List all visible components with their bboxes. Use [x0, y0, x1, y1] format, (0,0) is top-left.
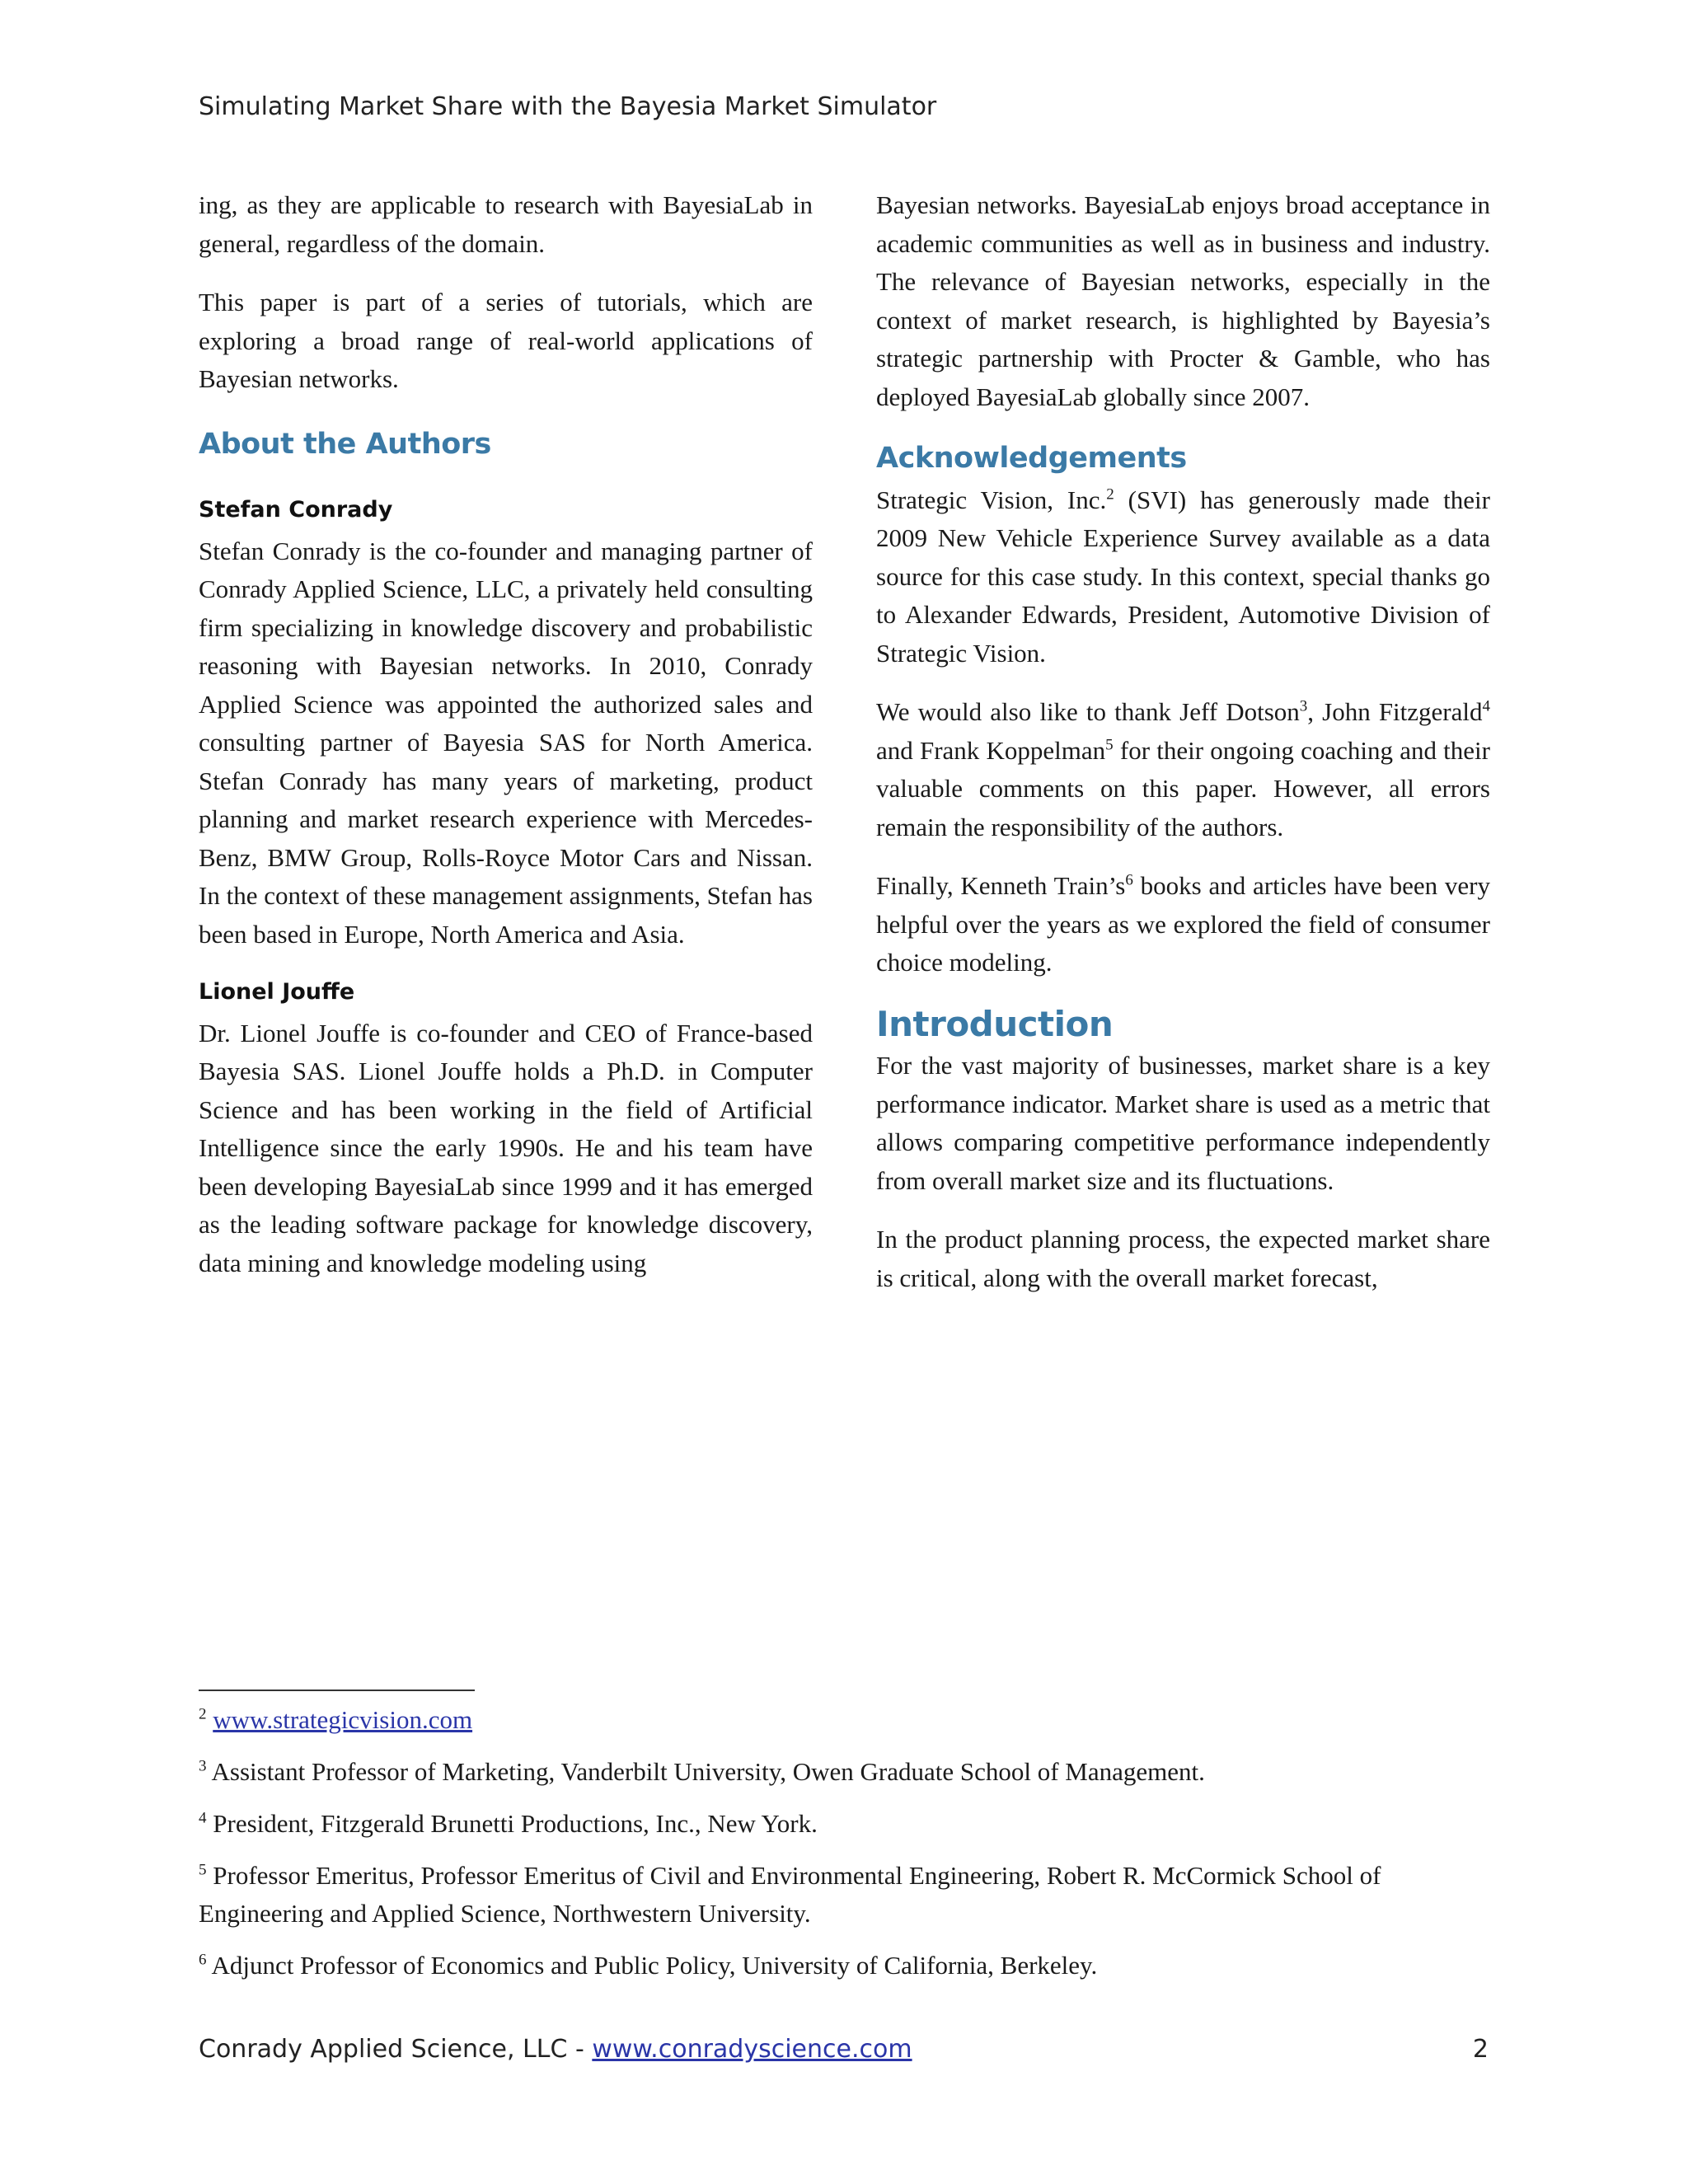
paragraph-continued: ing, as they are applicable to research with BayesiaLab in general, regardless of the domain.: [199, 190, 813, 258]
running-header: Simulating Market Share with the Bayesia Market Simulator: [199, 92, 937, 121]
page-footer: [199, 2035, 1489, 2064]
footnote-ref-3[interactable]: 3: [1299, 697, 1308, 715]
author-name-jouffe: Lionel Jouffe: [199, 979, 355, 1005]
footnote-3: $^3$ Assistant Professor of Marketing, Vanderbilt University, Owen Graduate School of Management.: [199, 1757, 1205, 1786]
author-name-conrady: Stefan Conrady: [199, 497, 393, 523]
intro-paragraph-2: In the product planning process, the expected market share is critical, along with the overall market forecast,: [876, 1225, 1490, 1292]
footnote-divider: [199, 1690, 475, 1691]
footnote-2: $^2$ www.strategicvision.com: [199, 1705, 473, 1734]
strategicvision-link[interactable]: www.strategicvision.com: [213, 1705, 473, 1734]
introduction-heading: Introduction: [876, 1003, 1114, 1044]
right-column: [876, 186, 1490, 1297]
footnotes: [199, 1701, 1493, 1999]
left-column: [199, 186, 813, 1282]
footnote-ref-4[interactable]: 4: [1482, 697, 1490, 715]
footnote-6: $^6$ Adjunct Professor of Economics and Public Policy, University of California, Berkeley.: [199, 1951, 1098, 1980]
conradyscience-link[interactable]: www.conradyscience.com: [592, 2035, 912, 2064]
footnote-ref-6[interactable]: 6: [1125, 871, 1133, 889]
about-authors-heading: About the Authors: [199, 427, 491, 461]
footnote-ref-5[interactable]: 5: [1105, 736, 1114, 754]
author-bio-conrady: Stefan Conrady is the co-founder and managing partner of Conrady Applied Science, LLC, a privately held consulting firm specializing in knowledge discovery and probabilistic reasoning with Bayesian networks. In 2010, Conrady Applied Science was appointed the authorized sales and consulting partner of Bayesia SAS for North America. Stefan Conrady has many years of marketing, product planning and market research experience with Mercedes-Benz, BMW Group, Rolls-Royce Motor Cars and Nissan. In the context of these management assignments, Stefan has been based in Europe, North America and Asia.: [199, 536, 813, 949]
acknowledgements-heading: Acknowledgements: [876, 442, 1187, 475]
paragraph-continued-right: Bayesian networks. BayesiaLab enjoys broad acceptance in academic communities as well as in business and industry. The relevance of Bayesian networks, especially in the context of market research, is highlighted by Bayesia’s strategic partnership with Procter & Gamble, who has deployed BayesiaLab globally since 2007.: [876, 190, 1490, 411]
footnote-4: $^4$ President, Fitzgerald Brunetti Productions, Inc., New York.: [199, 1809, 818, 1838]
footnote-5: $^5$ Professor Emeritus, Professor Emeritus of Civil and Environmental Engineering, Robert R. McCormick School of Engineering and Applied Science, Northwestern University.: [199, 1861, 1381, 1928]
ack-paragraph-thanks: We would also like to thank Jeff Dotson$^3$, John Fitzgerald$^4$ and Frank Koppelman$^5$ for their ongoing coaching and their valuable comments on this paper. However, all errors remain the responsibility of the authors.: [876, 697, 1490, 841]
author-bio-jouffe: Dr. Lionel Jouffe is co-founder and CEO of France-based Bayesia SAS. Lionel Jouffe holds a Ph.D. in Computer Science and has been working in the field of Artificial Intelligence since the early 1990s. He and his team have been developing BayesiaLab since 1999 and it has emerged as the leading software package for knowledge discovery, data mining and knowledge modeling using: [199, 1018, 813, 1277]
footer-company: Conrady Applied Science, LLC -: [199, 2035, 593, 2064]
ack-paragraph-train: Finally, Kenneth $Train’s^6$ books and articles have been very helpful over the years as we explored the field of consumer choice modeling.: [876, 871, 1490, 977]
paragraph-series: This paper is part of a series of tutorials, which are exploring a broad range of real-world applications of Bayesian networks.: [199, 288, 813, 393]
ack-paragraph-svi: Strategic Vision, Inc.$^2$ (SVI) has generously made their 2009 New Vehicle Experience Survey available as a data source for this case study. In this context, special thanks go to Alexander Edwards, President, Automotive Division of Strategic Vision.: [876, 485, 1490, 668]
footnote-ref-2[interactable]: 2: [1106, 485, 1114, 504]
page-number: 2: [1472, 2035, 1489, 2064]
intro-paragraph-1: For the vast majority of businesses, market share is a key performance indicator. Market share is used as a metric that allows comparing competitive performance independently from overall market size and its fluctuations.: [876, 1051, 1490, 1195]
